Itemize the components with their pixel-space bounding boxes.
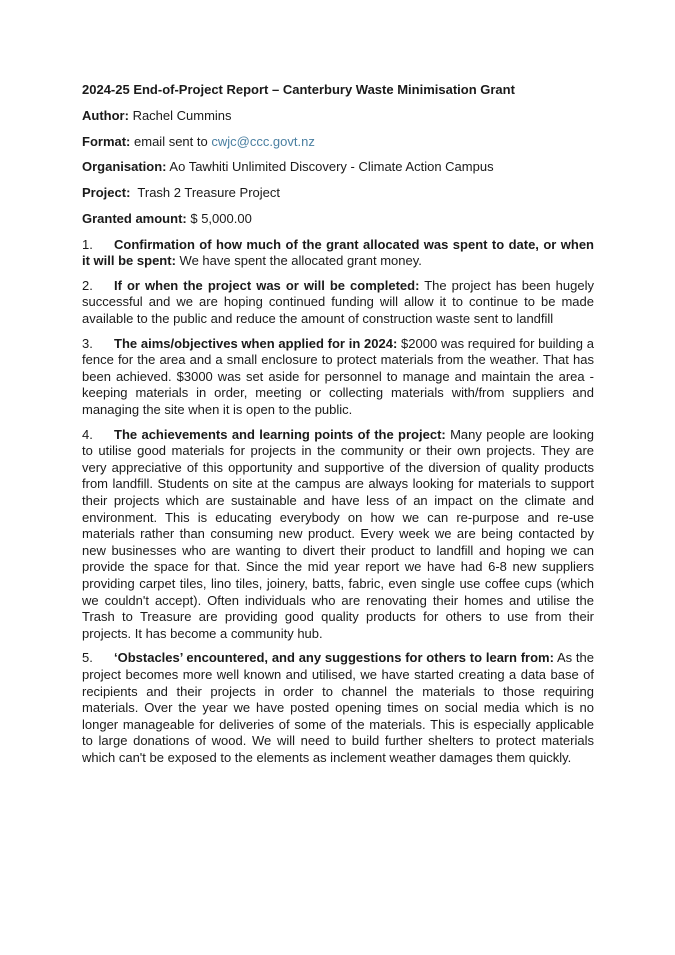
project-line	[82, 185, 594, 202]
author-value: Rachel Cummins	[132, 107, 232, 123]
report-item-3	[82, 336, 594, 419]
organisation-line	[82, 159, 594, 176]
granted-amount-label: Granted amount:	[82, 210, 187, 226]
item-body: $2000 was required for building a fence for the area and a small enclosure to protect materials from the weather. That has been achieved. $3000 was set aside for personnel to manage and maintain the area - keeping materials in order, meeting or collecting materials with/from suppliers and managing the site when it is open to the public.	[82, 335, 594, 418]
granted-amount-value: $ 5,000.00	[190, 210, 252, 226]
item-number: 5.	[82, 650, 93, 666]
format-line	[82, 134, 594, 151]
item-number: 4.	[82, 426, 93, 442]
item-number: 1.	[82, 236, 93, 252]
item-heading: ‘Obstacles’ encountered, and any suggestions for others to learn from:	[114, 650, 554, 666]
item-body: As the project becomes more well known and utilised, we have started creating a data base of recipients and their projects in order to channel the materials to those requiring materials. Over the year we have posted opening times on social media which is no longer manageable for deliveries of some of the materials. This is especially applicable to large donations of wood. We will need to build further shelters to protect materials which can't be exposed to the elements as inclement weather damages them quickly.	[82, 650, 594, 765]
item-number: 2.	[82, 277, 93, 293]
email-link[interactable]: cwjc@ccc.govt.nz	[211, 133, 315, 149]
format-label: Format:	[82, 133, 131, 149]
item-heading: The achievements and learning points of the project:	[114, 426, 446, 442]
granted-amount-line	[82, 211, 594, 228]
organisation-value: Ao Tawhiti Unlimited Discovery - Climate Action Campus	[169, 159, 494, 175]
report-page	[82, 82, 594, 775]
report-title: 2024-25 End-of-Project Report – Canterbury Waste Minimisation Grant	[82, 82, 515, 97]
report-item-1	[82, 237, 594, 270]
author-line	[82, 108, 594, 125]
item-heading: The aims/objectives when applied for in 2024:	[114, 335, 398, 351]
item-body: Many people are looking to utilise good materials for projects in the community or their own projects. They are very appreciative of this opportunity and supportive of the diversion of quality products from landfill. Students on site at the campus are always looking for materials to support their projects which are sustainable and have less of an impact on the climate and environment. This is educating everybody on how we can re-purpose and re-use materials rather than consuming new product. Every week we are being contacted by new businesses who are wanting to divert their product to landfill and hoping we can provide the space for that. Since the mid year report we have had 6-8 new suppliers providing carpet tiles, lino tiles, joinery, batts, fabric, even single use coffee cups (which we couldn't accept). Often individuals who are renovating their homes and utilise the Trash to Treasure are providing good quality products for others to use from their projects. It has become a community hub.	[82, 426, 594, 641]
organisation-label: Organisation:	[82, 159, 167, 175]
item-heading: If or when the project was or will be completed:	[114, 277, 420, 293]
report-item-2	[82, 278, 594, 328]
item-body: The project has been hugely successful and we are hoping continued funding will allow it to continue to be made available to the public and reduce the amount of construction waste sent to landfill	[82, 277, 594, 327]
project-label: Project:	[82, 185, 131, 201]
report-item-5	[82, 650, 594, 766]
project-value: Trash 2 Treasure Project	[137, 185, 280, 201]
author-label: Author:	[82, 107, 129, 123]
report-item-4	[82, 427, 594, 643]
item-heading: Confirmation of how much of the grant allocated was spent to date, or when it will be spent:	[82, 236, 594, 269]
item-number: 3.	[82, 335, 93, 351]
format-value: email sent to	[134, 133, 208, 149]
item-body: We have spent the allocated grant money.	[179, 253, 422, 269]
